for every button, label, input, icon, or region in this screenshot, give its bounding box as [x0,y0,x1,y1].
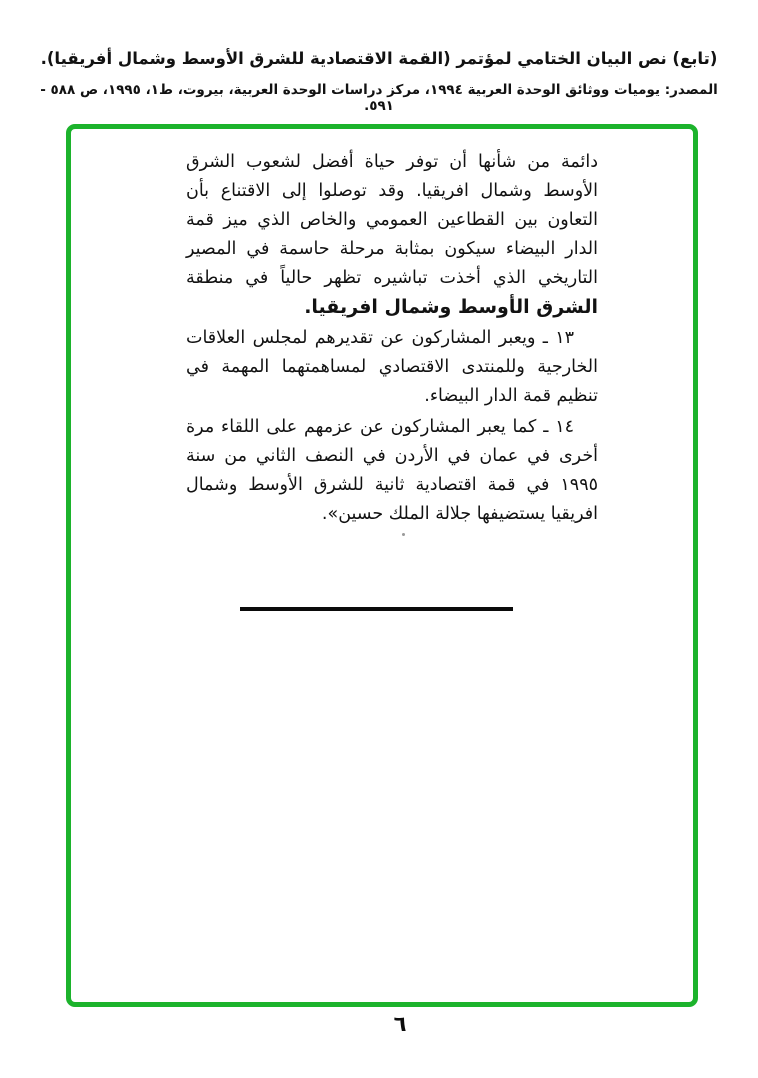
scan-artifact-dot [402,533,405,536]
text-line: أخرى في عمان في الأردن في النصف الثاني من سنة [186,446,598,466]
paragraph-continuation [186,148,598,322]
text-line: الدار البيضاء سيكون بمثابة مرحلة حاسمة في المصير [186,239,598,259]
text-line: ١٩٩٥ في قمة اقتصادية ثانية للشرق الأوسط وشمال [186,475,598,495]
text-line: افريقيا يستضيفها جلالة الملك حسين». [321,504,598,524]
text-line: الخارجية وللمنتدى الاقتصادي لمساهمتهما المهمة في [186,357,598,377]
text-line: التعاون بين القطاعين العمومي والخاص الذي ميز قمة [186,210,598,230]
text-line: التاريخي الذي أخذت تباشيره تظهر حالياً في منطقة [186,268,598,288]
text-line: ١٣ ـ ويعبر المشاركون عن تقديرهم لمجلس العلاقات [186,328,574,348]
source-citation: المصدر: يوميات ووثائق الوحدة العربية ١٩٩٤، مركز دراسات الوحدة العربية، بيروت، ط١، ١٩٩٥، ص ٥٨٨ - ٥٩١. [40,82,718,114]
paragraph-13 [186,324,598,411]
body-text-column [186,148,598,529]
page-title: (تابع) نص البيان الختامي لمؤتمر (القمة الاقتصادية للشرق الأوسط وشمال أفريقيا). [40,49,718,68]
paragraph-14 [186,413,598,529]
text-line: تنظيم قمة الدار البيضاء. [424,386,598,406]
text-line-emphasis: الشرق الأوسط وشمال افريقيا. [304,296,598,318]
separator-rule [240,607,513,611]
text-line: دائمة من شأنها أن توفر حياة أفضل لشعوب الشرق [186,152,598,172]
green-frame [66,124,698,1007]
page-number: ٦ [393,1012,407,1036]
text-line: ١٤ ـ كما يعبر المشاركون عن عزمهم على اللقاء مرة [186,417,574,437]
text-line: الأوسط وشمال افريقيا. وقد توصلوا إلى الاقتناع بأن [186,181,598,201]
